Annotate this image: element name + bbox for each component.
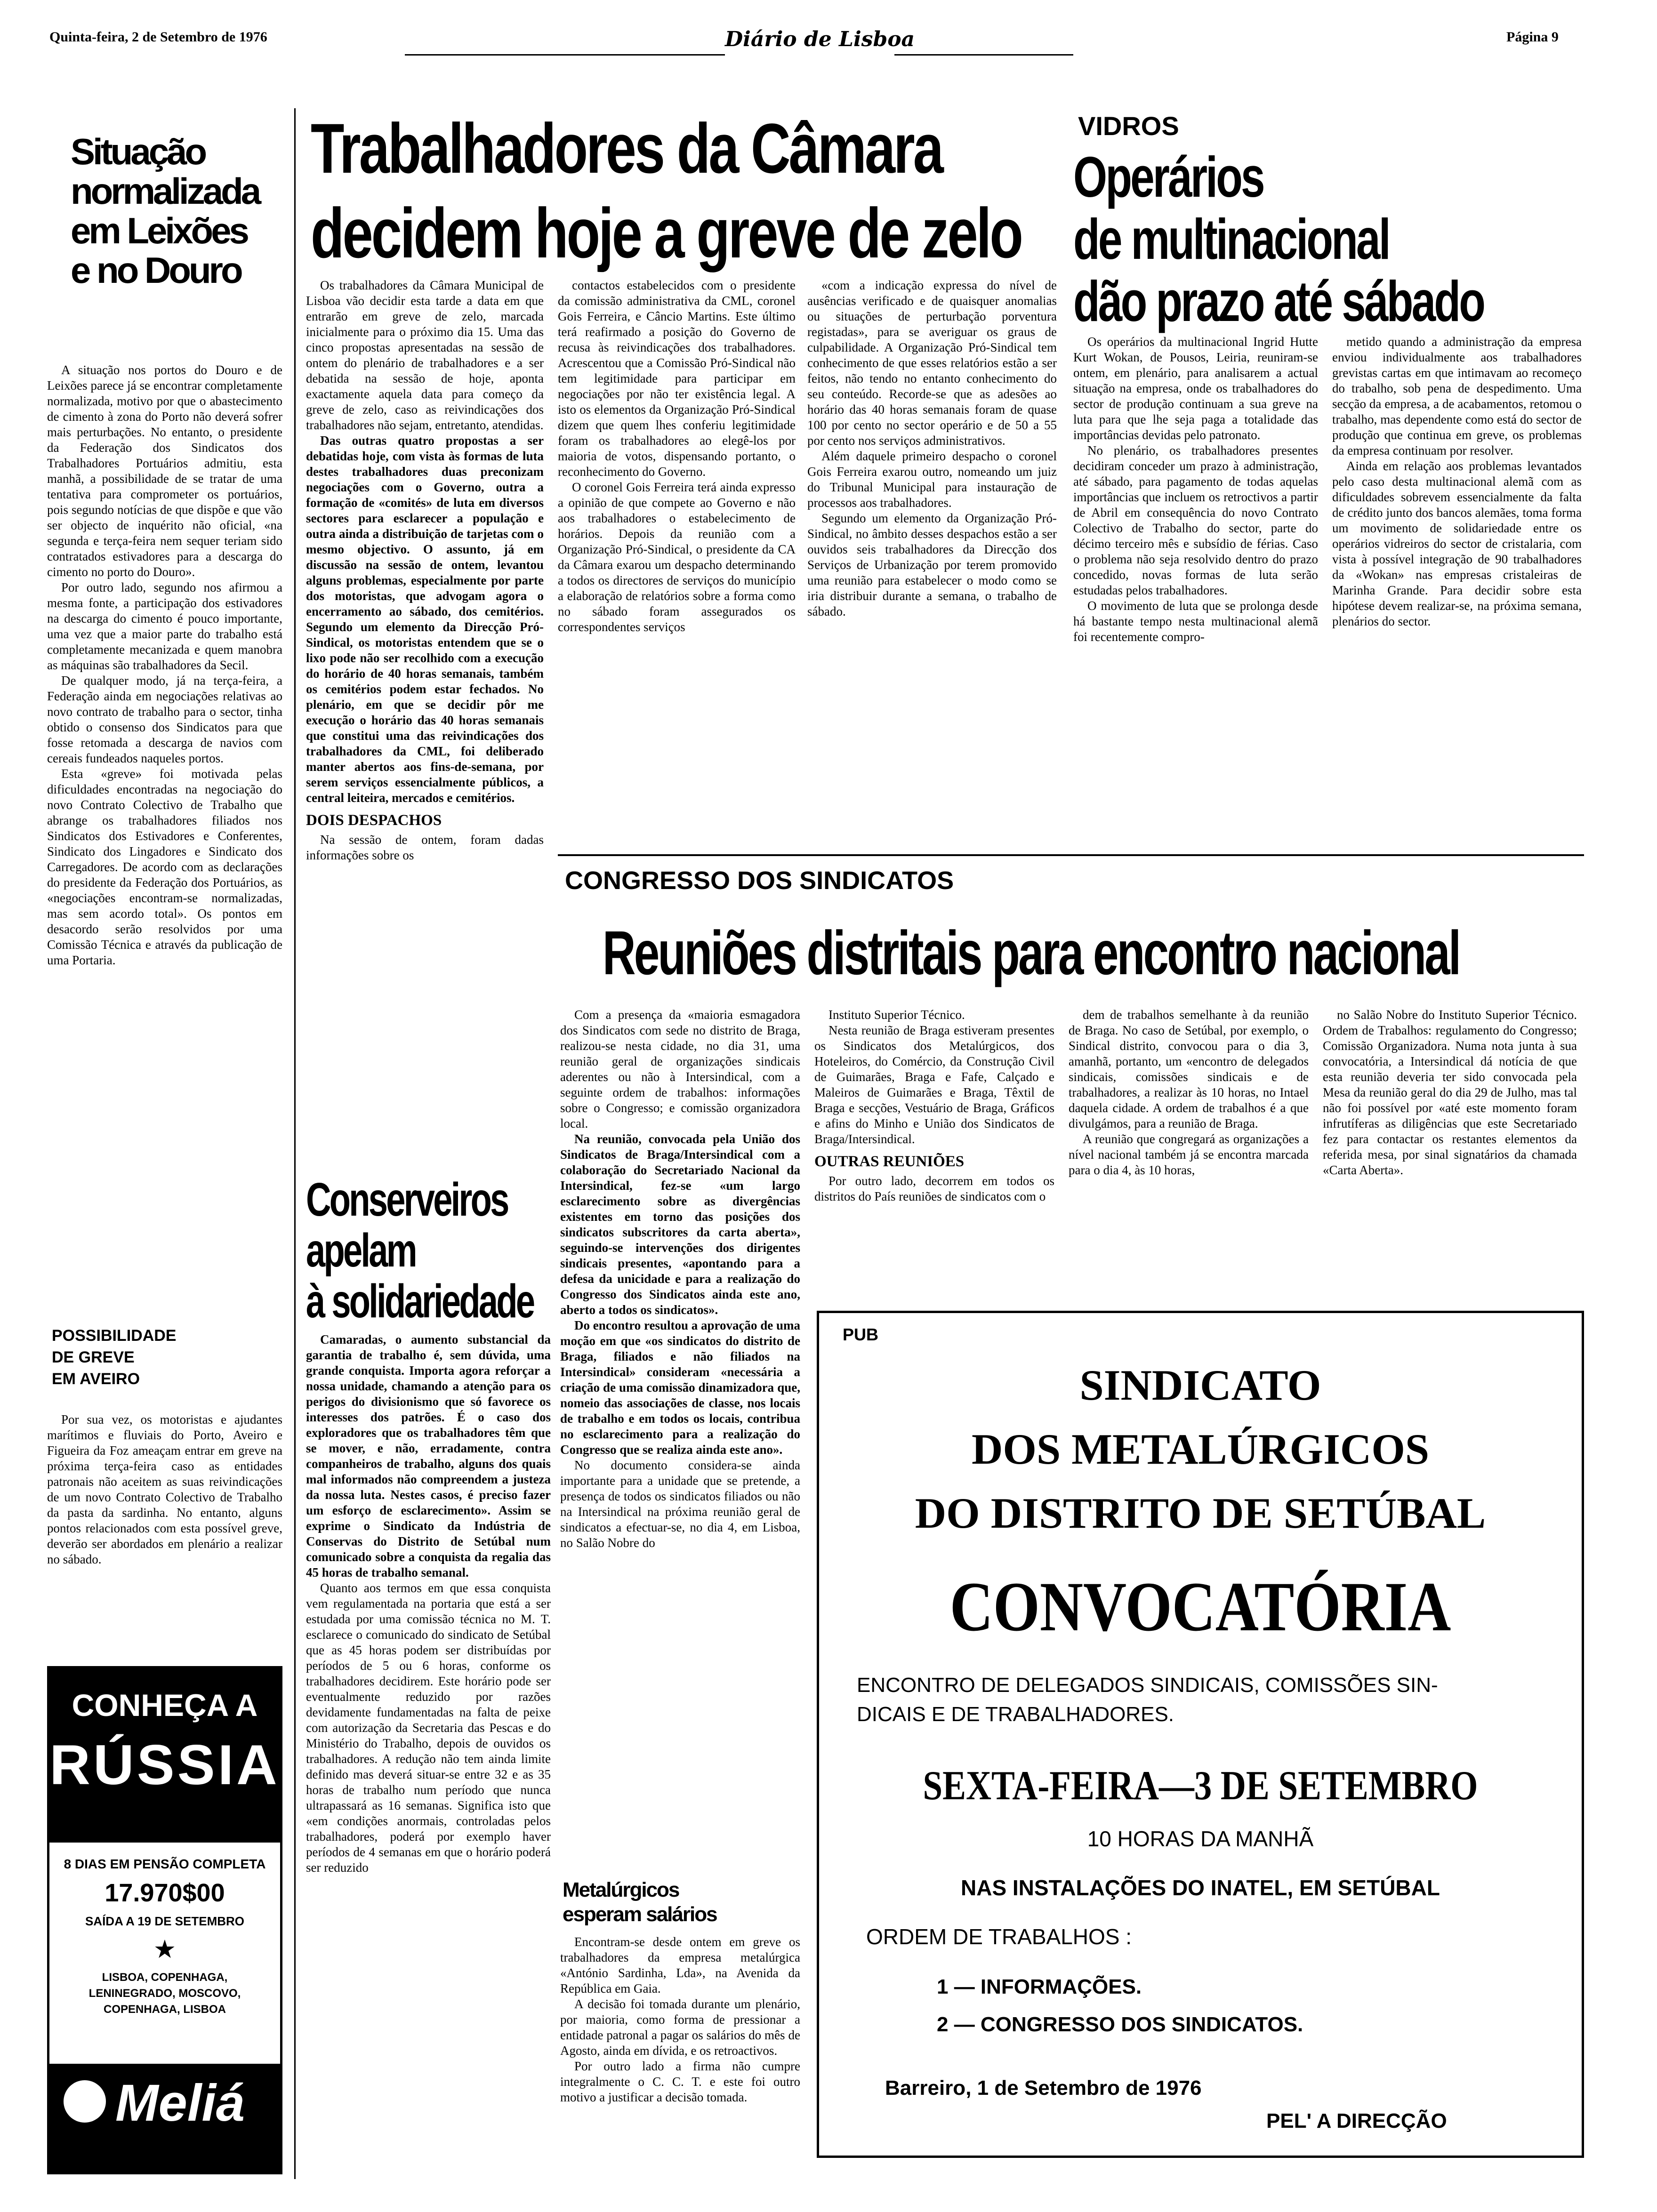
- header-rule-left: [405, 54, 725, 56]
- column-rule: [294, 108, 296, 2179]
- paragraph: Por outro lado, decorrem em todos os distritos do País reuniões de sindicatos com o: [814, 1174, 1054, 1203]
- ad-tag: PUB: [843, 1325, 879, 1344]
- vidros-title-line: dão prazo até sábado: [1073, 269, 1484, 333]
- paragraph: Camaradas, o aumento substancial da garantia de trabalho é, sem dúvida, uma grande conquista. Importa agora reforçar a nossa unidade, chamando a atenção para os perigos do divisionismo que só favorece os interesses dos patrões. É o caso dos exploradores que os trabalhadores têm que se mover, e não, erradamente, contra companheiros de trabalho, alguns dos quais mal informados não compreendem a justeza da nossa luta. Nestes casos, é preciso fazer um esforço de esclarecimento». Assim se exprime o Sindicato da Indústria de Conservas do Distrito de Setúbal num comunicado sobre a conquista da regalia das 45 horas de trabalho semanal.: [306, 1332, 551, 1579]
- melia-brand: Meliá: [115, 2074, 245, 2132]
- congresso-headline: Reuniões distritais para encontro nacional: [603, 918, 1460, 987]
- melia-logo: [49, 2064, 280, 2172]
- russia-ad: [47, 1666, 282, 2174]
- paragraph: contactos estabelecidos com o presidente da comissão administrativa da CML, coronel Gois Ferreira, e Câncio Martins. Este último terá reafirmado a posição do Governo de recusa às reivindicações dos trabalhadores. Acrescentou que a Comissão Pró-Sindical não tem legitimidade para participar em negociações por não ter existência legal. A isto os elementos da Organização Pró-Sindical dizem que quem lhes conferiu legitimidade foram os trabalhadores ao elegê-los por maioria de votos, dispensando portanto, o reconhecimento do Governo.: [558, 278, 796, 479]
- paragraph: A decisão foi tomada durante um plenário, por maioria, como forma de pressionar a entidade patronal a pagar os salários do mês de Agosto, ainda em dívida, e os retroactivos.: [560, 1997, 800, 2058]
- ad-time: 10 HORAS DA MANHÃ: [1087, 1827, 1314, 1851]
- paragraph: Além daquele primeiro despacho o coronel Gois Ferreira exarou outro, nomeando um juiz do Tribunal Municipal para instauração de processos aos trabalhadores.: [807, 449, 1057, 510]
- ad-line1: SINDICATO: [1079, 1361, 1321, 1409]
- conserveiros-title-line: à solidariedade: [306, 1275, 534, 1328]
- conserveiros-headline: [306, 1174, 533, 1327]
- paragraph: Do encontro resultou a aprovação de uma moção em que «os sindicatos do distrito de Braga, filiados e não filiados na Intersindical» consideram «necessária a criação de uma comissão dinamizadora que, nomeio das associações de classe, nos locais de trabalho e em todos os locais, contribua no esclarecimento para a realização do Congresso que se realiza ainda este ano».: [560, 1318, 800, 1457]
- congresso-kicker: CONGRESSO DOS SINDICATOS: [565, 866, 954, 895]
- congresso-col4: [1323, 1007, 1577, 1299]
- russia-ad-price: 17.970$00: [105, 1879, 225, 1907]
- metalurgicos-headline: [563, 1878, 717, 1927]
- russia-ad-departure: SAÍDA A 19 DE SETEMBRO: [85, 1914, 245, 1928]
- ad-agenda-item: 1 — INFORMAÇÕES.: [937, 1975, 1142, 1998]
- header-rule-right: [894, 54, 1073, 56]
- paragraph: A situação nos portos do Douro e de Leixões parece já se encontrar completamente normalizada, motivo por que o abastecimento de cimento à zona do Porto não deverá sofrer mais perturbações. No entanto, o presidente da Federação dos Sindicatos dos Trabalhadores Portuários admitiu, esta manhã, a possibilidade de se tratar de uma tentativa para comprometer os portuários, pois segundo notícias de que dispõe e que vão ser objecto de inquérito não oficial, «na segunda e terça-feira nem sequer teriam sido contratados estivadores para a descarga do cimento no porto do Douro».: [47, 363, 282, 579]
- russia-ad-line2: RÚSSIA: [49, 1733, 280, 1796]
- ad-title: CONVOCATÓRIA: [949, 1568, 1451, 1646]
- outras-reunioes-subhead: OUTRAS REUNIÕES: [814, 1153, 965, 1170]
- masthead: Diário de Lisboa: [725, 27, 915, 51]
- paragraph: dem de trabalhos semelhante à da reunião de Braga. No caso de Setúbal, por exemplo, o Sindical distrito, convocou para o dia 3, amanhã, portanto, um «encontro de delegados sindicais, comissões sindicais e de trabalhadores, a realizar às 10 horas, no Intael daquela cidade. A ordem de trabalhos é a que divulgámos, para a reunião de Braga.: [1069, 1008, 1309, 1130]
- ad-agenda: [937, 1968, 1582, 2044]
- paragraph: «com a indicação expressa do nível de ausências verificado e de quaisquer anomalias ou situações de perturbação porventura registadas», para se averiguar os graus de culpabilidade. A Organização Pró-Sindical tem conhecimento de que esses relatórios estão a ser feitos, não tendo no entanto conhecimento do seu conteúdo. Recorde-se que as adesões ao horário das 40 horas semanais foram de quase 100 por cento no sector operário e de 50 a 55 por cento nos serviços administrativos.: [807, 278, 1057, 448]
- route-line: COPENHAGA, LISBOA: [103, 2003, 226, 2016]
- ad-intro-line: ENCONTRO DE DELEGADOS SINDICAIS, COMISSÕES SIN-: [857, 1674, 1438, 1697]
- ad-date: SEXTA-FEIRA—3 DE SETEMBRO: [923, 1763, 1478, 1809]
- paragraph: Segundo um elemento da Organização Pró-Sindical, no âmbito desses despachos estão a ser ouvidos seis trabalhadores da Direcção dos Serviços de Urbanização por terem promovido uma reunião para estabelecer o modo como se iria distribuir durante a semana, o trabalho de sábado.: [807, 511, 1057, 618]
- ad-line2: DOS METALÚRGICOS: [971, 1425, 1430, 1473]
- leixoes-article: [47, 362, 282, 1318]
- paragraph: Por sua vez, os motoristas e ajudantes marítimos e fluviais do Porto, Aveiro e Figueira da Foz ameaçam entrar em greve na próxima terça-feira caso as entidades patronais não aceitem as suas reivindicações de um novo Contrato Colectivo de Trabalho da pasta da sardinha. No entanto, alguns pontos relacionados com esta possível greve, deverão ser abordados em plenário a realizar no sábado.: [47, 1412, 282, 1566]
- russia-ad-banner: [49, 1668, 280, 1843]
- ad-agenda-label: ORDEM DE TRABALHOS :: [866, 1924, 1132, 1949]
- paragraph: Nesta reunião de Braga estiveram presentes os Sindicatos dos Metalúrgicos, dos Hoteleiros, do Comércio, da Construção Civil de Guimarães, Braga e Fafe, Calçado e Maleiros de Guimarães e Braga, Têxtil de Braga e secções, Vestuário de Braga, Gráficos e afins do Minho e União dos Sindicatos de Braga/Intersindical.: [814, 1023, 1054, 1146]
- paragraph: Os trabalhadores da Câmara Municipal de Lisboa vão decidir esta tarde a data em que entrarão em greve de zelo, marcada inicialmente para o próximo dia 15. Uma das cinco propostas apresentadas na sessão de ontem do plenário de trabalhadores e a ser debatida na sessão de hoje, aponta exactamente aquela data para começo da greve de zelo, caso as reivindicações dos trabalhadores não sejam, entretanto, atendidas.: [306, 278, 544, 432]
- vidros-title-line: de multinacional: [1073, 207, 1389, 271]
- russia-ad-line1: CONHEÇA A: [72, 1688, 258, 1723]
- paragraph: Com a presença da «maioria esmagadora dos Sindicatos com sede no distrito de Braga, realizou-se nesta cidade, no dia 31, uma reunião geral de organizações sindicais aderentes ou não à Intersindical, com a seguinte ordem de trabalhos: informações sobre o Congresso; e comissão organizadora local.: [560, 1008, 800, 1130]
- congresso-col2: [814, 1007, 1054, 1299]
- sindicato-ad: [817, 1311, 1584, 2158]
- paragraph: Instituto Superior Técnico.: [828, 1008, 965, 1022]
- leixoes-title-line: normalizada: [71, 170, 259, 212]
- camara-title-line: decidem hoje a greve de zelo: [311, 193, 1022, 272]
- metalurgicos-article: [560, 1934, 800, 2174]
- star-icon: ★: [153, 1935, 177, 1964]
- dois-despachos-subhead: DOIS DESPACHOS: [306, 812, 442, 829]
- paragraph: A reunião que congregará as organizações a nível nacional também já se encontra marcada para o dia 4, às 10 horas,: [1069, 1132, 1309, 1177]
- paragraph: metido quando a administração da empresa enviou individualmente aos trabalhadores grevistas cartas em que intimavam ao recomeço do trabalho, sob pena de despedimento. Uma secção da empresa, a de acabamentos, retomou o trabalho, mas dependente como está do sector de produção que continua em greve, os problemas da empresa continuam por resolver.: [1332, 335, 1582, 457]
- ad-intro-line: DICAIS E DE TRABALHADORES.: [857, 1703, 1174, 1726]
- camara-col1: [306, 278, 544, 1153]
- vidros-title-line: Operários: [1073, 145, 1263, 209]
- paragraph: No plenário, os trabalhadores presentes decidiram conceder um prazo à administração, até sábado, para pagamento de todas aquelas importâncias que incluem os retroctivos a partir de Abril em consequência do novo Contrato Colectivo de Trabalho do sector, parte do décimo terceiro mês e subsídio de férias. Caso o problema não seja resolvido dentro do prazo concedido, novas formas de luta serão estudadas pelos trabalhadores.: [1073, 443, 1318, 597]
- aveiro-subhead-line: EM AVEIRO: [52, 1370, 140, 1388]
- vidros-col1: [1073, 334, 1318, 842]
- paragraph: Por outro lado, segundo nos afirmou a mesma fonte, a participação dos estivadores na descarga do cimento é pouco importante, uma vez que a maior parte do trabalho está completamente mecanizada e quem manobra as máquinas são trabalhadores da Secil.: [47, 580, 282, 672]
- russia-ad-days: 8 DIAS EM PENSÃO COMPLETA: [64, 1857, 266, 1871]
- page-number: Página 9: [1506, 29, 1559, 45]
- paragraph: no Salão Nobre do Instituto Superior Técnico. Ordem de Trabalhos: regulamento do Congresso; Comissão Organizadora. Numa nota junta à sua convocatória, a Intersindical dá notícia de que esta reunião deveria ter sido convocada pela Mesa da reunião geral do dia 29 de Julho, mas tal não foi possível por «até este momento foram infrutíferas as diligências que este Secretariado fez para contactar os restantes elementos da referida mesa, por sinal signatários da chamada «Carta Aberta».: [1323, 1008, 1577, 1177]
- metalurgicos-title-line: esperam salários: [563, 1903, 717, 1926]
- aveiro-subhead-line: DE GREVE: [52, 1348, 135, 1366]
- ad-by: PEL' A DIRECÇÃO: [1266, 2109, 1447, 2132]
- aveiro-subhead-line: POSSIBILIDADE: [52, 1327, 177, 1345]
- conserveiros-title-line: Conserveiros: [306, 1173, 508, 1226]
- conserveiros-title-line: apelam: [306, 1224, 416, 1277]
- leixoes-title-line: e no Douro: [71, 249, 241, 291]
- russia-ad-route: [49, 1970, 280, 2018]
- section-rule: [558, 854, 1584, 856]
- leixoes-title-line: em Leixões: [71, 210, 247, 251]
- paragraph: Esta «greve» foi motivada pelas dificuldades encontradas na negociação do novo Contrato Colectivo de Trabalho que abrange os trabalhadores filiados nos Sindicatos dos Estivadores e Conferentes, Sindicato dos Lingadores e Sindicato dos Carregadores. De acordo com as declarações do presidente da Federação dos Portuários, as «negociações encontram-se normalizadas, mas sem acordo total». Os pontos em desacordo serão resolvidos por uma Comissão Técnica e através da publicação de uma Portaria.: [47, 767, 282, 967]
- conserveiros-article: [306, 1332, 551, 2174]
- route-line: LENINEGRADO, MOSCOVO,: [88, 1987, 241, 2000]
- paragraph: Das outras quatro propostas a ser debatidas hoje, com vista às formas de luta destes trabalhadores duas preconizam negociações com o Governo, outra a formação de «comités» de luta em diversos sectores para esclarecer a população e outra ainda a distribuição de tarjetas com o mesmo objectivo. O assunto, já em discussão na sessão de ontem, levantou alguns problemas, especialmente por parte dos motoristas, que advogam agora o encerramento ao sábado, dos cemitérios. Segundo um elemento da Direcção Pró-Sindical, os motoristas entendem que se o lixo pode não ser recolhido com a execução do horário de 40 horas semanais, também os cemitérios podem estar fechados. No plenário, em que se decidir pôr me execução o horário das 40 horas semanais que constitui uma das reivindicações dos trabalhadores da CML, foi deliberado manter abertos aos fins-de-semana, por serem serviços essencialmente públicos, a central leiteira, mercados e cemitérios.: [306, 433, 544, 805]
- paragraph: Ainda em relação aos problemas levantados pelo caso desta multinacional alemã com as dificuldades sobrevem essencialmente da falta de crédito junto dos bancos alemães, toma forma um movimento de solidariedade entre os operários vidreiros do sector de cristalaria, com vista à possível integração de 90 trabalhadores da «Wokan» nas empresas cristaleiras de Marinha Grande. Para decidir sobre esta hipótese devem realizar-se, na próxima semana, plenários do sector.: [1332, 459, 1582, 628]
- camara-title-line: Trabalhadores da Câmara: [311, 109, 942, 188]
- congresso-col1: [560, 1007, 800, 1878]
- paragraph: Na reunião, convocada pela União dos Sindicatos de Braga/Intersindical com a colaboração do Secretariado Nacional da Intersindical, fez-se «um largo esclarecimento sobre as divergências existentes em torno das posições dos sindicatos subscritores da carta aberta», seguindo-se intervenções dos dirigentes sindicais presentes, «apontando para a defesa da unicidade e para a realização do Congresso dos Sindicatos ainda este ano, aberto a todos os sindicatos».: [560, 1132, 800, 1317]
- paragraph: O coronel Gois Ferreira terá ainda expresso a opinião de que compete ao Governo e não aos trabalhadores o estabelecimento de horários. Depois da reunião com a Organização Pró-Sindical, o presidente da CA da Câmara exarou um despacho determinando a todos os directores de serviços do município a elaboração de relatórios sobre a forma como no sábado foram assegurados os correspondentes serviços: [558, 480, 796, 634]
- melia-logo-icon: [64, 2080, 106, 2123]
- vidros-kicker: VIDROS: [1078, 111, 1179, 141]
- route-line: LISBOA, COPENHAGA,: [102, 1971, 228, 1984]
- paragraph: Encontram-se desde ontem em greve os trabalhadores da empresa metalúrgica «António Sardinha, Lda», na Avenida da República em Gaia.: [560, 1935, 800, 1996]
- ad-agenda-item: 2 — CONGRESSO DOS SINDICATOS.: [937, 2013, 1303, 2036]
- paragraph: Os operários da multinacional Ingrid Hutte Kurt Wokan, de Pousos, Leiria, reuniram-se ontem, em plenário, para analisarem a actual situação na empresa, onde os trabalhadores do sector de produção continuam a sua greve na luta para que lhe seja paga a totalidade das importâncias devidas pelo patronato.: [1073, 335, 1318, 442]
- paragraph: No documento considera-se ainda importante para a unidade que se pretende, a presença de todos os sindicatos filiados ou não na Intersindical na próxima reunião geral de sindicatos a efectuar-se, no dia 4, em Lisboa, no Salão Nobre do: [560, 1458, 800, 1550]
- paragraph: Na sessão de ontem, foram dadas informações sobre os: [306, 833, 544, 862]
- leixoes-title-line: Situação: [71, 131, 205, 172]
- aveiro-article: [47, 1412, 282, 1657]
- ad-intro: [857, 1671, 1582, 1729]
- vidros-col2: [1332, 334, 1582, 842]
- ad-line3: DO DISTRITO DE SETÚBAL: [915, 1489, 1486, 1537]
- ad-place: NAS INSTALAÇÕES DO INATEL, EM SETÚBAL: [961, 1875, 1440, 1900]
- leixoes-headline: [71, 132, 268, 290]
- ad-signed: Barreiro, 1 de Setembro de 1976: [885, 2076, 1202, 2100]
- paragraph: Por outro lado a firma não cumpre integralmente o C. C. T. e este foi outro motivo a justificar a decisão tomada.: [560, 2059, 800, 2104]
- camara-col2: [558, 278, 796, 842]
- camara-col3: [807, 278, 1057, 842]
- paragraph: O movimento de luta que se prolonga desde há bastante tempo nesta multinacional alemã foi recentemente compro-: [1073, 599, 1318, 644]
- paragraph: De qualquer modo, já na terça-feira, a Federação ainda em negociações relativas ao novo contrato de trabalho para o sector, tinha obtido o consenso dos Sindicatos para que fosse retomada a descarga de navios com cereais fundeados naqueles portos.: [47, 673, 282, 765]
- camara-headline: [311, 106, 1022, 275]
- aveiro-subhead: [52, 1325, 176, 1390]
- vidros-headline: [1073, 146, 1484, 332]
- metalurgicos-title-line: Metalúrgicos: [563, 1878, 679, 1901]
- paragraph: Quanto aos termos em que essa conquista vem regulamentada na portaria que está a ser estudada por uma comissão técnica no M. T. esclarece o comunicado do sindicato de Setúbal que as 45 horas podem ser distribuídas por períodos de 5 ou 6 horas, conforme os trabalhadores decidirem. Este horário pode ser eventualmente reduzido por razões devidamente fundamentadas na falta de peixe com autorização da Secretaria das Pescas e do Ministério do Trabalho, depois de ouvidos os trabalhadores. A redução não tem ainda limite definido mas deverá situar-se entre 32 e as 35 horas de trabalho num período que nunca ultrapassará as 16 semanas. Significa isto que «em condições anormais, controladas pelos trabalhadores, poderá por exemplo haver períodos de 4 semanas em que o horário poderá ser reduzido: [306, 1581, 551, 1875]
- congresso-col3: [1069, 1007, 1309, 1299]
- page-date: Quinta-feira, 2 de Setembro de 1976: [49, 29, 267, 45]
